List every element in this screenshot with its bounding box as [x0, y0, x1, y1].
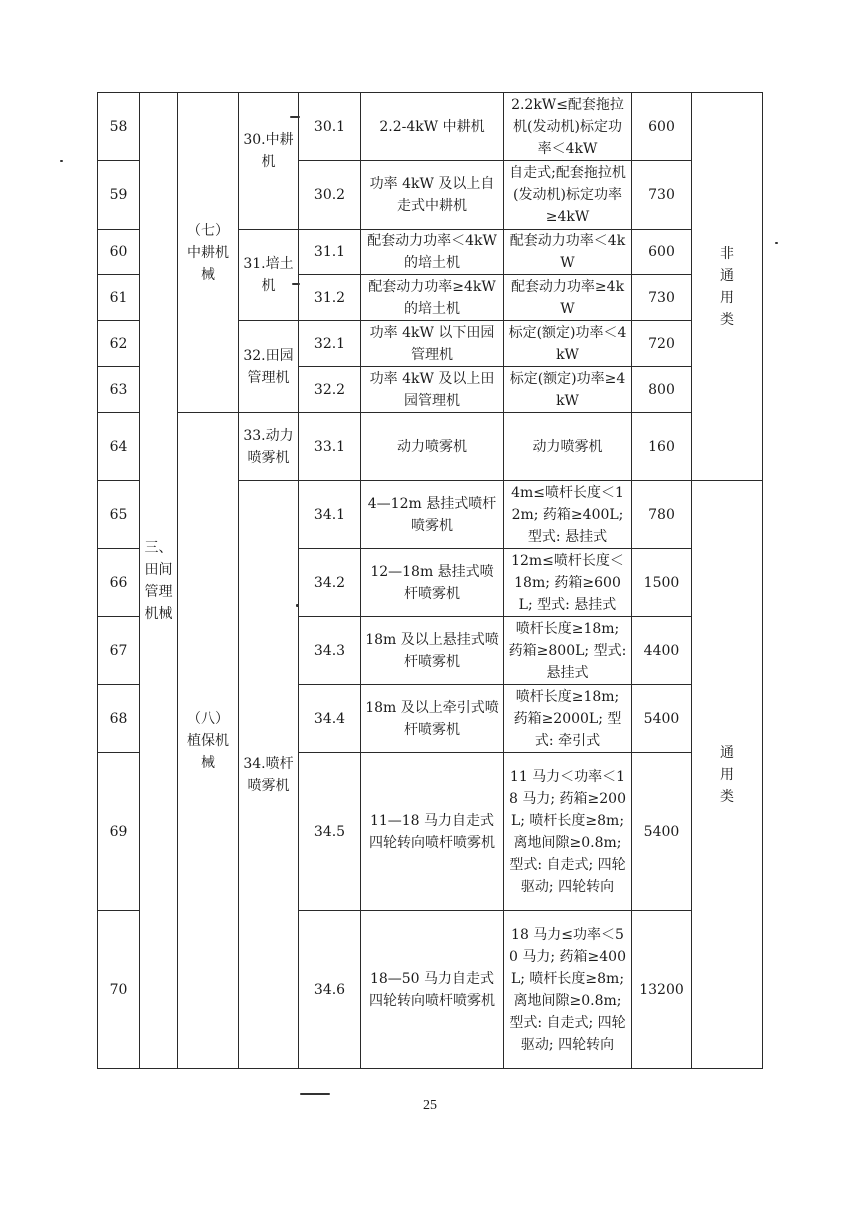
- item-code: 34.2: [299, 549, 361, 617]
- item-spec: 12m≤喷杆长度＜18m; 药箱≥600L; 型式: 悬挂式: [504, 549, 632, 617]
- item-spec: 喷杆长度≥18m; 药箱≥800L; 型式: 悬挂式: [504, 617, 632, 685]
- item-amount: 800: [632, 367, 692, 413]
- row-number: 68: [98, 685, 140, 753]
- item-code: 33.1: [299, 413, 361, 481]
- table-row: [98, 93, 763, 161]
- item-spec: 2.2kW≤配套拖拉机(发动机)标定功率＜4kW: [504, 93, 632, 161]
- item-code: 34.3: [299, 617, 361, 685]
- page-number: 25: [423, 1098, 437, 1113]
- row-number: 61: [98, 275, 140, 321]
- item-code: 34.4: [299, 685, 361, 753]
- group-cell: （七）中耕机械: [178, 93, 239, 413]
- row-number: 69: [98, 753, 140, 911]
- item-spec: 配套动力功率＜4kW: [504, 230, 632, 275]
- item-amount: 720: [632, 321, 692, 367]
- group-cell: （八）植保机械: [178, 413, 239, 1069]
- item-amount: 600: [632, 93, 692, 161]
- scan-mark: [296, 604, 299, 607]
- item-name: 18m 及以上悬挂式喷杆喷雾机: [361, 617, 504, 685]
- item-name: 12—18m 悬挂式喷杆喷雾机: [361, 549, 504, 617]
- item-code: 34.1: [299, 481, 361, 549]
- type-cell: 非通用类: [692, 93, 763, 481]
- category-cell: 30.中耕机: [239, 93, 299, 230]
- row-number: 58: [98, 93, 140, 161]
- item-amount: 600: [632, 230, 692, 275]
- row-number: 62: [98, 321, 140, 367]
- item-code: 30.2: [299, 161, 361, 230]
- item-amount: 5400: [632, 753, 692, 911]
- item-spec: 11 马力＜功率＜18 马力; 药箱≥200L; 喷杆长度≥8m; 离地间隙≥0.8m; 型式: 自走式; 四轮驱动; 四轮转向: [504, 753, 632, 911]
- item-amount: 160: [632, 413, 692, 481]
- scan-mark: [300, 1093, 330, 1095]
- item-amount: 4400: [632, 617, 692, 685]
- item-name: 配套动力功率≥4kW 的培土机: [361, 275, 504, 321]
- item-name: 动力喷雾机: [361, 413, 504, 481]
- item-name: 18m 及以上牵引式喷杆喷雾机: [361, 685, 504, 753]
- row-number: 63: [98, 367, 140, 413]
- item-code: 31.2: [299, 275, 361, 321]
- scan-mark: [60, 160, 63, 162]
- item-code: 34.5: [299, 753, 361, 911]
- item-spec: 配套动力功率≥4kW: [504, 275, 632, 321]
- row-number: 65: [98, 481, 140, 549]
- category-cell: 32.田园管理机: [239, 321, 299, 413]
- row-number: 64: [98, 413, 140, 481]
- item-name: 功率 4kW 及以上自走式中耕机: [361, 161, 504, 230]
- item-spec: 喷杆长度≥18m; 药箱≥2000L; 型式: 牵引式: [504, 685, 632, 753]
- item-name: 18—50 马力自走式四轮转向喷杆喷雾机: [361, 911, 504, 1069]
- category-cell: 31.培土机: [239, 230, 299, 321]
- item-code: 34.6: [299, 911, 361, 1069]
- item-code: 30.1: [299, 93, 361, 161]
- item-spec: 自走式;配套拖拉机(发动机)标定功率≥4kW: [504, 161, 632, 230]
- item-spec: 标定(额定)功率≥4kW: [504, 367, 632, 413]
- item-code: 32.2: [299, 367, 361, 413]
- item-amount: 730: [632, 275, 692, 321]
- item-spec: 18 马力≤功率＜50 马力; 药箱≥400L; 喷杆长度≥8m; 离地间隙≥0.8m; 型式: 自走式; 四轮驱动; 四轮转向: [504, 911, 632, 1069]
- row-number: 67: [98, 617, 140, 685]
- row-number: 60: [98, 230, 140, 275]
- item-amount: 780: [632, 481, 692, 549]
- item-amount: 1500: [632, 549, 692, 617]
- item-name: 2.2-4kW 中耕机: [361, 93, 504, 161]
- item-name: 配套动力功率＜4kW 的培土机: [361, 230, 504, 275]
- subsidy-table: [97, 92, 763, 1069]
- type-cell: 通用类: [692, 481, 763, 1069]
- category-cell: 33.动力喷雾机: [239, 413, 299, 481]
- item-amount: 5400: [632, 685, 692, 753]
- item-amount: 730: [632, 161, 692, 230]
- item-name: 功率 4kW 以下田园管理机: [361, 321, 504, 367]
- main-group-cell: 三、田间管理机械: [140, 93, 178, 1069]
- item-amount: 13200: [632, 911, 692, 1069]
- item-spec: 4m≤喷杆长度＜12m; 药箱≥400L; 型式: 悬挂式: [504, 481, 632, 549]
- item-name: 11—18 马力自走式四轮转向喷杆喷雾机: [361, 753, 504, 911]
- item-name: 4—12m 悬挂式喷杆喷雾机: [361, 481, 504, 549]
- scan-mark: [775, 242, 778, 244]
- category-cell: 34.喷杆喷雾机: [239, 481, 299, 1069]
- scan-mark: [290, 116, 300, 118]
- row-number: 59: [98, 161, 140, 230]
- table-row: [98, 413, 763, 481]
- row-number: 70: [98, 911, 140, 1069]
- item-code: 32.1: [299, 321, 361, 367]
- item-spec: 标定(额定)功率＜4kW: [504, 321, 632, 367]
- row-number: 66: [98, 549, 140, 617]
- item-name: 功率 4kW 及以上田园管理机: [361, 367, 504, 413]
- item-spec: 动力喷雾机: [504, 413, 632, 481]
- scan-mark: [292, 283, 300, 285]
- item-code: 31.1: [299, 230, 361, 275]
